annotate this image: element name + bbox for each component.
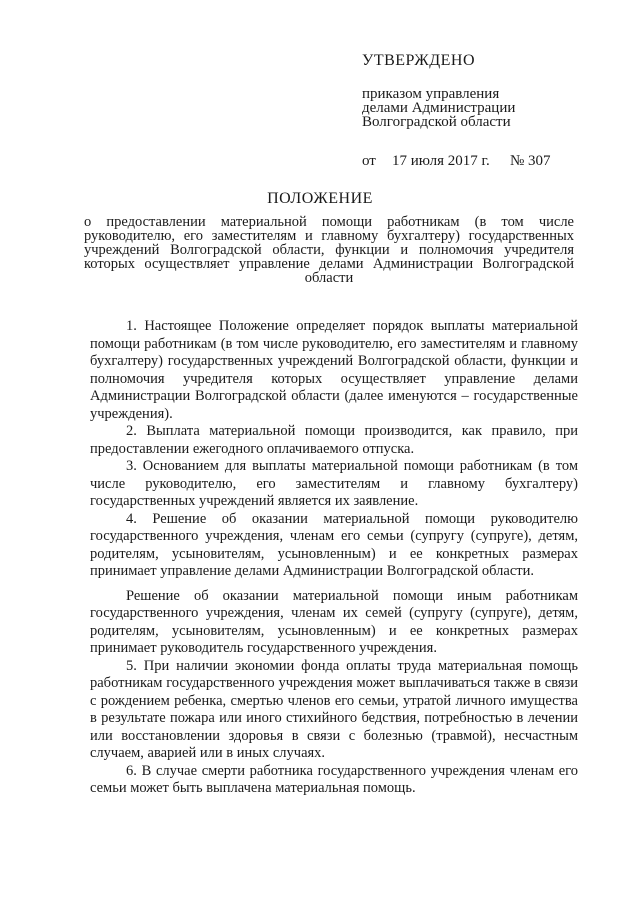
approval-line-3: Волгоградской области (362, 114, 511, 130)
approval-line-2: делами Администрации (362, 100, 516, 116)
paragraph-1: 1. Настоящее Положение определяет порядок выплаты материальной помощи работникам (в том числе руководителю, его заместителям и главному бухгалтеру) государственных учреждений Волгоградской области, функции и полномочия учредителя которых осуществляет управление делами Администрации Волгоградской области (далее именуются – государственные учреждения). (90, 318, 578, 422)
order-date-line (362, 152, 612, 170)
paragraph-4: 4. Решение об оказании материальной помощи руководителю государственного учреждения, членам его семьи (супругу (супруге), детям, родителям, усыновителям, усыновленным) и ее конкретных размерах принимает управление делами Администрации Волгоградской области. (90, 510, 578, 579)
document-title: ПОЛОЖЕНИЕ (267, 190, 373, 207)
order-date: 17 июля 2017 г. (392, 153, 490, 169)
paragraph-5: 5. При наличии экономии фонда оплаты труда материальная помощь работникам государственного учреждения может выплачиваться также в связи с рождением ребенка, смертью членов его семьи, утратой личного имущества в результате пожара или иного стихийного бедствия, потребностью в лечении или восстановлении здоровья в связи с болезнью (травмой), несчастным случаем, аварией или в иных случаях. (90, 657, 578, 761)
paragraph-2: 2. Выплата материальной помощи производится, как правило, при предоставлении ежегодного оплачиваемого отпуска. (90, 423, 578, 457)
date-prefix: от (362, 153, 376, 169)
paragraph-4-continued: Решение об оказании материальной помощи иным работникам государственного учреждения, членам их семей (супругу (супруге), детям, родителям, усыновителям, усыновленным) и ее конкретных размерах принимает руководитель государственного учреждения. (90, 587, 578, 656)
document-body (90, 318, 578, 798)
paragraph-3: 3. Основанием для выплаты материальной помощи работникам (в том числе руководителю, его заместителям и главному бухгалтеру) государственных учреждений является их заявление. (90, 458, 578, 509)
approval-line-1: приказом управления (362, 86, 500, 102)
order-number: № 307 (510, 153, 551, 169)
paragraph-6: 6. В случае смерти работника государственного учреждения членам его семьи может быть выплачена материальная помощь. (90, 762, 578, 796)
document-subtitle: о предоставлении материальной помощи работникам (в том числе руководителю, его заместителям и главному бухгалтеру) государственных учреждений Волгоградской области, функции и полномочия учредителя которых осуществляет управление делами Администрации Волгоградской области (84, 214, 574, 286)
approval-block (362, 52, 612, 170)
approved-heading: УТВЕРЖДЕНО (362, 52, 476, 69)
